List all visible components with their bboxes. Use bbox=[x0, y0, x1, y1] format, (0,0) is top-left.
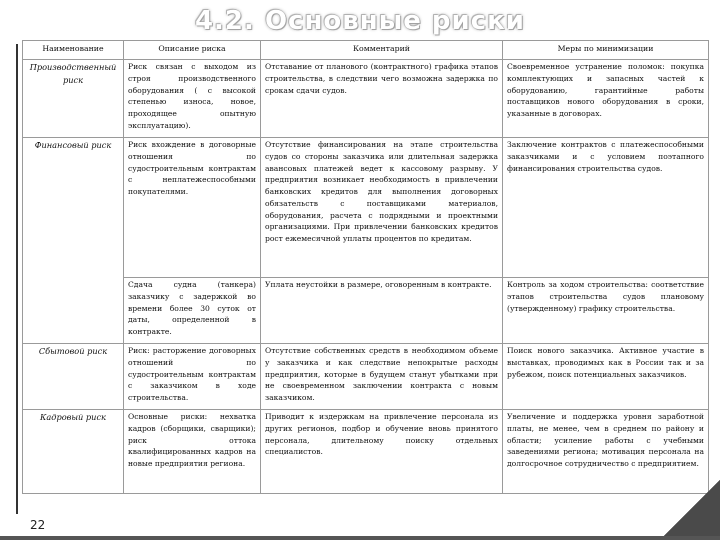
table-header-row bbox=[23, 41, 709, 60]
risk-description: Риск связан с выходом из строя производственного оборудования ( с высокой степенью износа, новое, проходящее опытную эксплуатацию). bbox=[124, 60, 261, 138]
table-row bbox=[23, 344, 709, 410]
page-number: 22 bbox=[30, 518, 46, 532]
risk-description: Сдача судна (танкера) заказчику с задержкой во времени более 30 суток от даты, определенной в контракте. bbox=[124, 278, 261, 344]
corner-decoration bbox=[660, 480, 720, 540]
risk-comment: Приводит к издержкам на привлечение персонала из других регионов, подбор и обучение вновь принятого персонала, длительному поиску отдельных специалистов. bbox=[261, 410, 503, 494]
risk-comment: Уплата неустойки в размере, оговоренным в контракте. bbox=[261, 278, 503, 344]
table-row bbox=[23, 410, 709, 494]
bottom-bar bbox=[0, 536, 720, 540]
risk-comment: Отставание от планового (контрактного) графика этапов строительства, в следствии чего возможна задержка по срокам сдачи судов. bbox=[261, 60, 503, 138]
table-row bbox=[23, 278, 709, 344]
risk-name: Финансовый риск bbox=[23, 138, 124, 344]
risk-description: Риск: расторжение договорных отношений по судостроительным контрактам с заказчиком в ходе строительства. bbox=[124, 344, 261, 410]
risk-name: Кадровый риск bbox=[23, 410, 124, 494]
risk-description: Основные риски: нехватка кадров (сборщики, сварщики); риск оттока квалифицированных кадров на новые предприятия региона. bbox=[124, 410, 261, 494]
table-row bbox=[23, 138, 709, 278]
header-measures: Меры по минимизации bbox=[503, 41, 709, 60]
slide-title: 4.2. Основные риски bbox=[194, 6, 526, 36]
risk-measures: Увеличение и поддержка уровня заработной платы, не менее, чем в среднем по району и области; усиление работы с учебными заведениями региона; мотивация персонала на долгосрочное сотрудничество с предприятием. bbox=[503, 410, 709, 494]
risk-table bbox=[22, 40, 709, 494]
header-name: Наименование bbox=[23, 41, 124, 60]
risk-measures: Своевременное устранение поломок: покупка комплектующих и запасных частей к оборудованию, гарантийные работы поставщиков нового оборудования в сроки, указанные в договорах. bbox=[503, 60, 709, 138]
risk-description: Риск вхождение в договорные отношения по судостроительным контрактам с неплатежеспособными покупателями. bbox=[124, 138, 261, 278]
risk-measures: Поиск нового заказчика. Активное участие в выставках, проводимых как в России так и за рубежом, поиск потенциальных заказчиков. bbox=[503, 344, 709, 410]
risk-comment: Отсутствие собственных средств в необходимом объеме у заказчика и как следствие непокрытые расходы предприятия, которые в будущем станут убытками при не своевременном заключении контракта с новым заказчиком. bbox=[261, 344, 503, 410]
left-divider-line bbox=[16, 44, 18, 514]
risk-name: Производственный риск bbox=[23, 60, 124, 138]
risk-measures: Контроль за ходом строительства: соответствие этапов строительства судов плановому (утвержденному) графику строительства. bbox=[503, 278, 709, 344]
risk-measures: Заключение контрактов с платежеспособными заказчиками и с условием поэтапного финансирования строительства судов. bbox=[503, 138, 709, 278]
risk-name: Сбытовой риск bbox=[23, 344, 124, 410]
header-comment: Комментарий bbox=[261, 41, 503, 60]
header-description: Описание риска bbox=[124, 41, 261, 60]
risk-comment: Отсутствие финансирования на этапе строительства судов со стороны заказчика или длительная задержка авансовых платежей ведет к кассовому разрыву. У предприятия возникает необходимость в привлечении банковских кредитов для выполнения договорных обязательств с поставщиками материалов, оборудования, расчета с подрядными и проектными организациями. При привлечении банковских кредитов рост ежемесячной уплаты процентов по кредитам. bbox=[261, 138, 503, 278]
table-row bbox=[23, 60, 709, 138]
